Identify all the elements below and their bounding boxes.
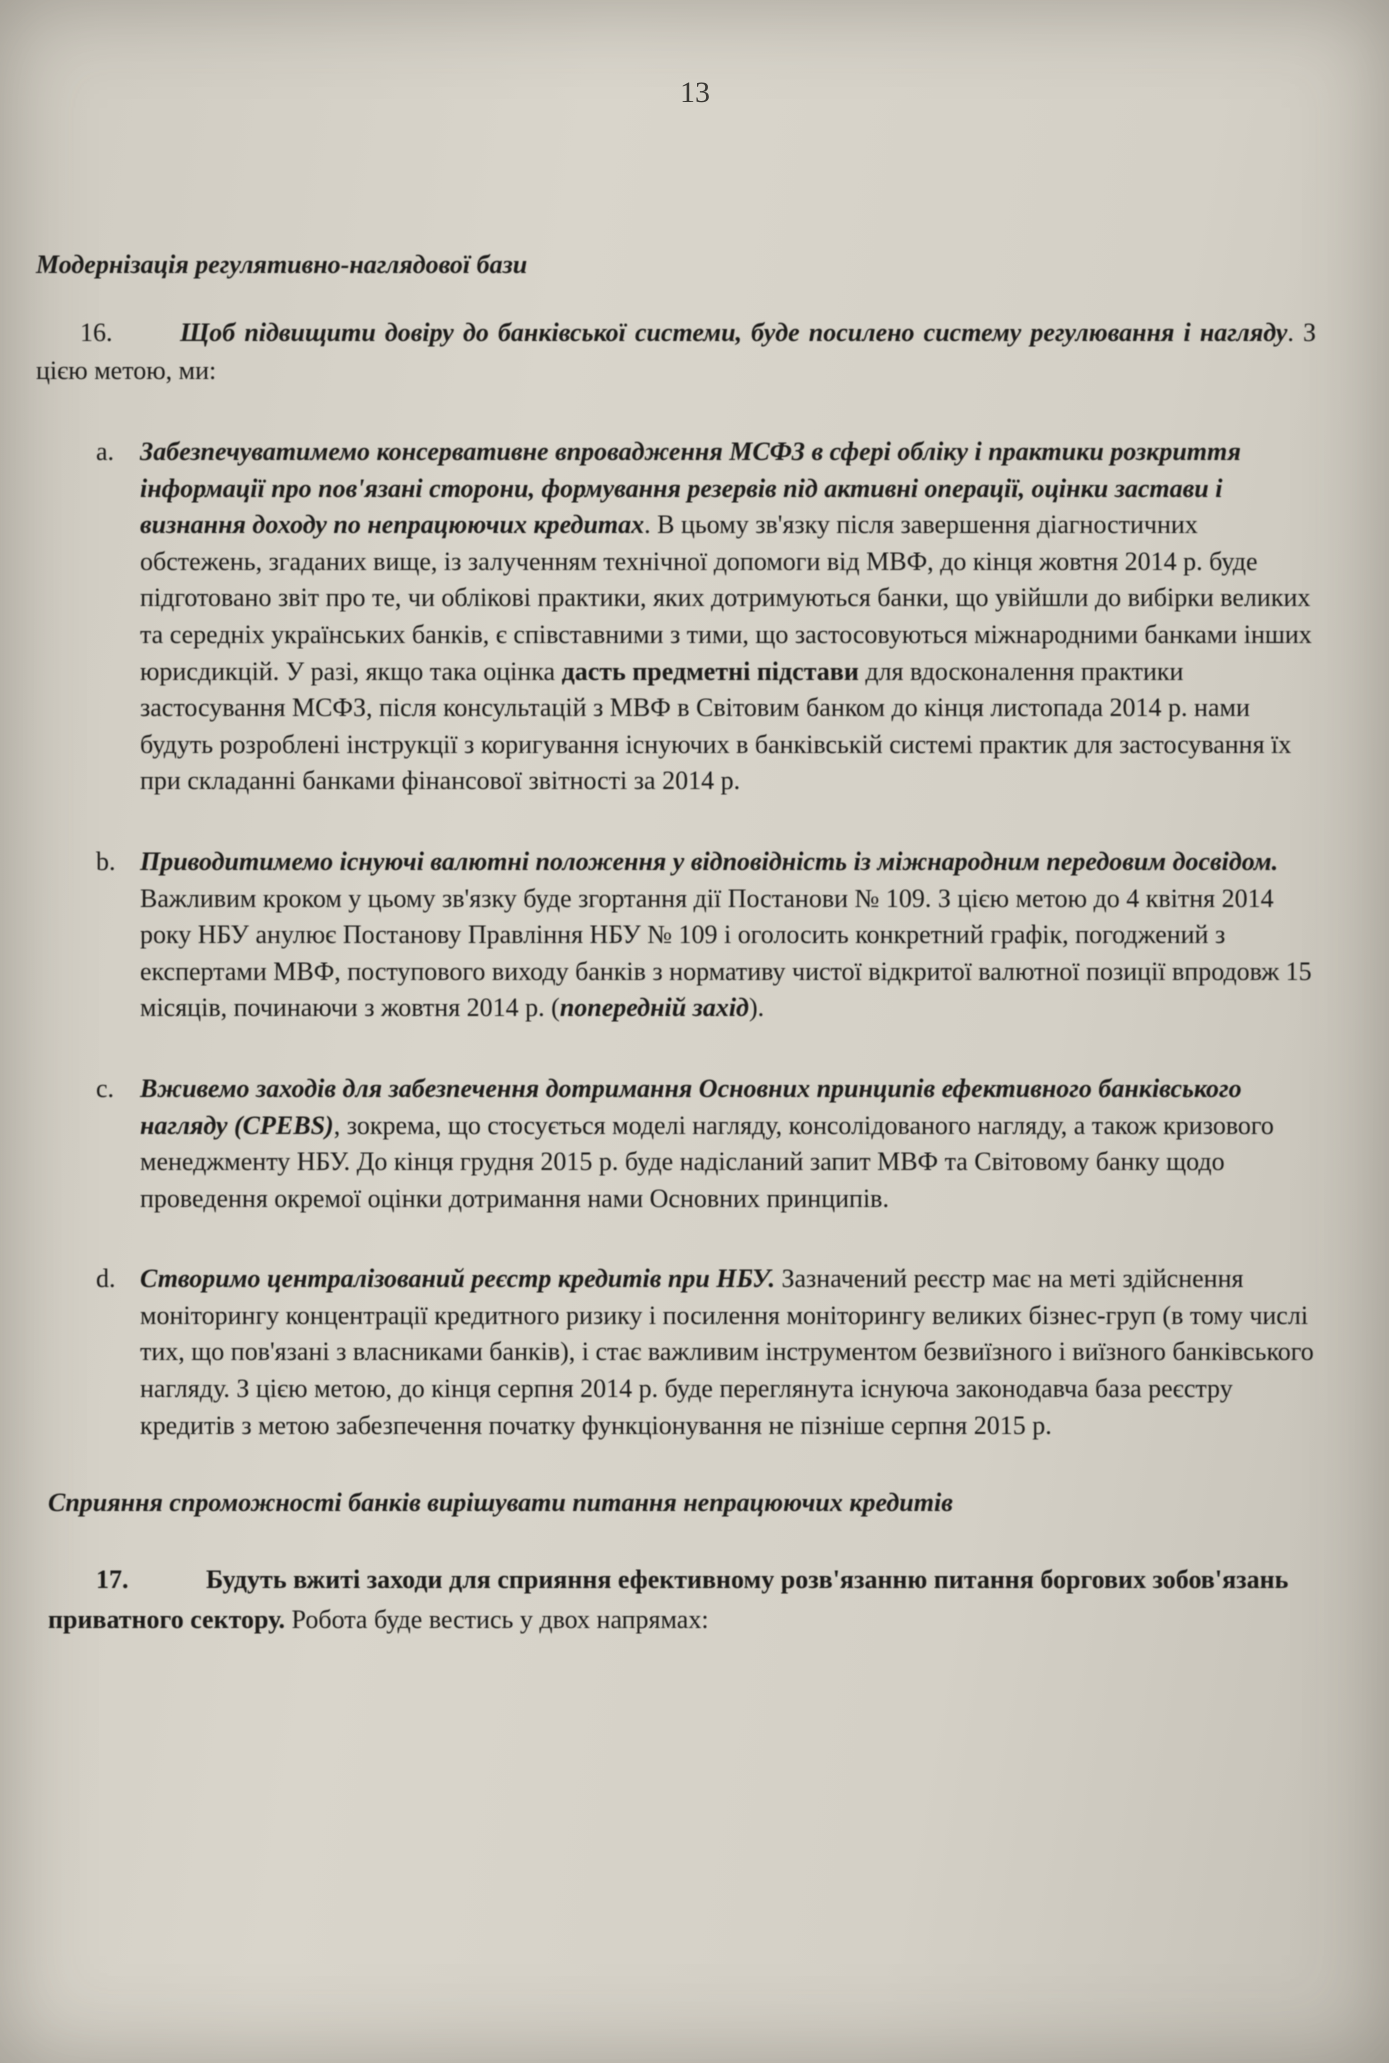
list-item-c xyxy=(36,1071,1316,1217)
item-text: . В цьому зв'язку після завершення діагностичних обстежень, згаданих вище, із залученням технічної допомоги від МВФ, до кінця жовтня 2014 р. буде підготовано звіт про те, чи облікові практики, яких дотримуються банки, що увійшли до вибірки великих та середніх українських банків, є співставними з тими, що застосовуються міжнародними банками інших юрисдикцій. У разі, якщо така оцінка xyxy=(140,510,1312,686)
paragraph-text: . З цією метою, ми: xyxy=(36,318,1316,385)
item-lead: Приводитимемо існуючі валютні положення у відповідність із міжнародним передовим досвідом. xyxy=(140,846,1279,876)
paragraph-17 xyxy=(48,1560,1316,1640)
list-item-a xyxy=(36,434,1316,800)
item-lead: Забезпечуватимемо консервативне впровадження МСФЗ в сфері обліку і практики розкриття інформації про пов'язані сторони, формування резервів під активні операції, оцінки застави і визнання доходу по непрацюючих кредитах xyxy=(140,437,1241,540)
list-marker: c. xyxy=(96,1073,115,1103)
paragraph-text: Робота буде вестись у двох напрямах: xyxy=(285,1605,709,1635)
page-number: 13 xyxy=(680,76,710,109)
item-emphasis: попередній захід xyxy=(559,993,749,1023)
paragraph-number: 16. xyxy=(80,318,113,347)
list-item-d xyxy=(36,1261,1316,1444)
list-item-b xyxy=(36,844,1316,1027)
item-text-continued: ). xyxy=(748,993,765,1023)
paragraph-lead: Щоб підвищити довіру до банківської системи, буде посилено систему регулювання і нагляду xyxy=(180,318,1288,347)
paragraph-number: 17. xyxy=(96,1565,129,1595)
list-marker: a. xyxy=(96,437,115,466)
item-bold-phrase: дасть предметні підстави xyxy=(561,656,859,686)
document-body xyxy=(36,250,1316,1640)
section-heading-regulatory: Модернізація регулятивно-наглядової бази xyxy=(36,250,528,279)
paragraph-16 xyxy=(36,314,1316,390)
item-text: , зокрема, що стосується моделі нагляду, консолідованого нагляду, а також кризового менеджменту НБУ. До кінця грудня 2015 р. буде надісланий запит МВФ та Світовому банку щодо проведення окремої оцінки дотримання нами Основних принципів. xyxy=(140,1110,1274,1213)
section-heading-npl: Сприяння спроможності банків вирішувати питання непрацюючих кредитів xyxy=(48,1488,953,1518)
item-text-continued: для вдосконалення практики застосування МСФЗ, після консультацій з МВФ в Світовим банком до кінця листопада 2014 р. нами будуть розроблені інструкції з коригування існуючих в банківській системі практик для застосування їх при складанні банками фінансової звітності за 2014 р. xyxy=(140,656,1292,796)
item-lead: Вживемо заходів для забезпечення дотримання Основних принципів ефективного банківського нагляду (CPEBS) xyxy=(140,1073,1242,1140)
item-lead: Створимо централізований реєстр кредитів при НБУ. xyxy=(140,1264,775,1294)
paragraph-lead: Будуть вжиті заходи для сприяння ефективному розв'язанню питання боргових зобов'язань приватного сектору. xyxy=(48,1565,1289,1635)
item-text: Важливим кроком у цьому зв'язку буде згортання дії Постанови № 109. З цією метою до 4 квітня 2014 року НБУ анулює Постанову Правління НБУ № 109 і оголосить конкретний графік, погоджений з експертами МВФ, поступового виходу банків з нормативу чистої відкритої валютної позиції впродовж 15 місяців, починаючи з жовтня 2014 р. ( xyxy=(140,883,1312,1023)
list-marker: d. xyxy=(96,1264,116,1294)
list-marker: b. xyxy=(96,846,116,876)
item-text: Зазначений реєстр має на меті здійснення моніторингу концентрації кредитного ризику і посилення моніторингу великих бізнес-груп (в тому числі тих, що пов'язані з власниками банків), і стає важливим інструментом безвиїзного і виїзного банківського нагляду. З цією метою, до кінця серпня 2014 р. буде переглянута існуюча законодавча база реєстру кредитів з метою забезпечення початку функціонування не пізніше серпня 2015 р. xyxy=(140,1264,1314,1440)
